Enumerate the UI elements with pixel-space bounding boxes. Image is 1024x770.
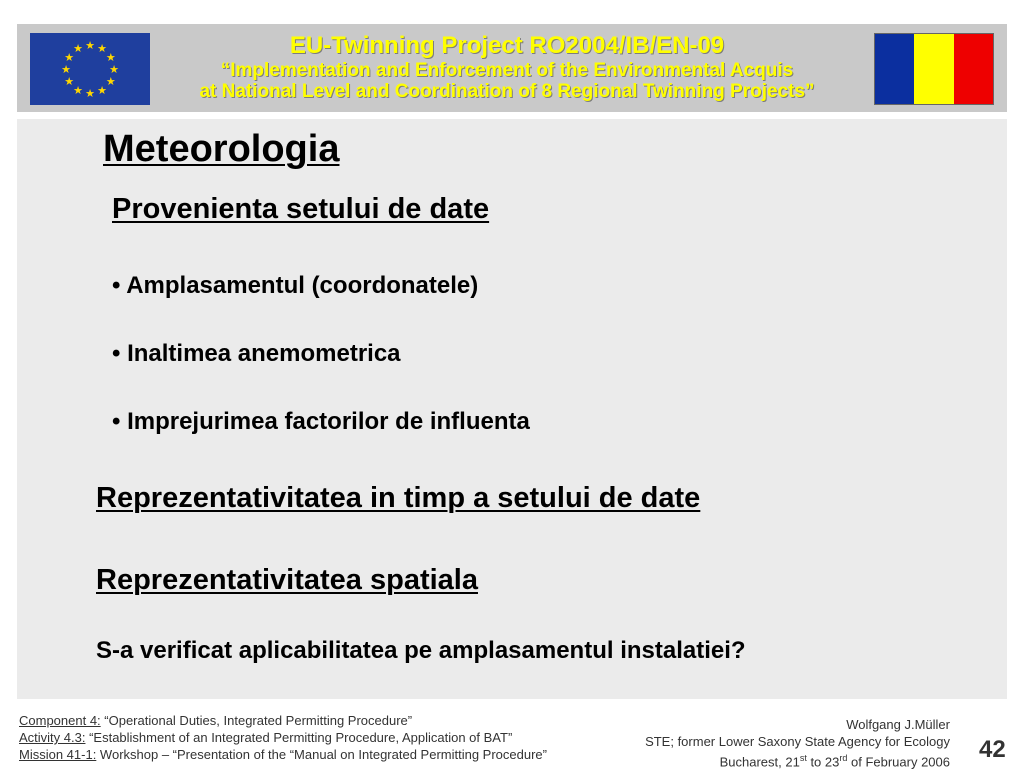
- bullet-icon: •: [112, 340, 128, 367]
- footer-activity: Activity 4.3: “Establishment of an Integrated Permitting Procedure, Application of BAT”: [19, 730, 513, 745]
- verification-question: S-a verificat aplicabilitatea pe amplasamentul instalatiei?: [96, 637, 746, 664]
- eu-star-icon: ★: [85, 88, 95, 100]
- section-heading-spatial: Reprezentativitatea spatiala: [96, 564, 478, 596]
- bullet-icon: •: [112, 272, 127, 299]
- bullet-item: • Imprejurimea factorilor de influenta: [112, 408, 530, 435]
- eu-star-icon: ★: [61, 64, 71, 76]
- flag-stripe-red: [954, 34, 993, 104]
- footer-author: Wolfgang J.Müller: [846, 717, 950, 732]
- bullet-item: • Inaltimea anemometrica: [112, 340, 401, 367]
- section-heading-temporal: Reprezentativitatea in timp a setului de date: [96, 482, 701, 514]
- bullet-item: • Amplasamentul (coordonatele): [112, 272, 479, 299]
- romania-flag-icon: [874, 33, 994, 105]
- project-title: EU-Twinning Project RO2004/IB/EN-09: [289, 32, 725, 59]
- slide-title: Meteorologia: [103, 128, 340, 170]
- eu-star-icon: ★: [105, 52, 116, 64]
- project-subtitle-line1: “Implementation and Enforcement of the Environmental Acquis: [220, 60, 794, 81]
- flag-stripe-blue: [875, 34, 914, 104]
- eu-star-icon: ★: [64, 76, 75, 88]
- eu-star-icon: ★: [109, 64, 119, 76]
- footer-date: Bucharest, 21st to 23rd of February 2006: [719, 753, 950, 770]
- footer-agency: STE; former Lower Saxony State Agency for Ecology: [645, 734, 950, 749]
- eu-star-icon: ★: [73, 84, 83, 97]
- slide-content: [17, 119, 1007, 699]
- footer-component: Component 4: “Operational Duties, Integrated Permitting Procedure”: [19, 713, 413, 728]
- eu-star-icon: ★: [97, 84, 107, 97]
- eu-flag-icon: [30, 33, 150, 105]
- flag-stripe-yellow: [914, 34, 953, 104]
- eu-star-icon: ★: [73, 43, 83, 56]
- footer-author-info: [645, 716, 950, 770]
- header-text: [157, 32, 857, 102]
- header-banner: [17, 24, 1007, 112]
- page-number: 42: [979, 736, 1006, 763]
- eu-star-icon: ★: [97, 43, 107, 56]
- bullet-icon: •: [112, 408, 128, 435]
- eu-star-icon: ★: [64, 52, 75, 64]
- project-subtitle-line2: at National Level and Coordination of 8 Regional Twinning Projects”: [199, 81, 815, 102]
- eu-star-icon: ★: [105, 76, 116, 88]
- footer-mission: Mission 41-1: Workshop – “Presentation of the “Manual on Integrated Permitting Procedure”: [19, 747, 547, 762]
- footer-project-info: [19, 712, 547, 763]
- section-heading-data-origin: Provenienta setului de date: [112, 193, 490, 225]
- eu-star-icon: ★: [85, 40, 95, 52]
